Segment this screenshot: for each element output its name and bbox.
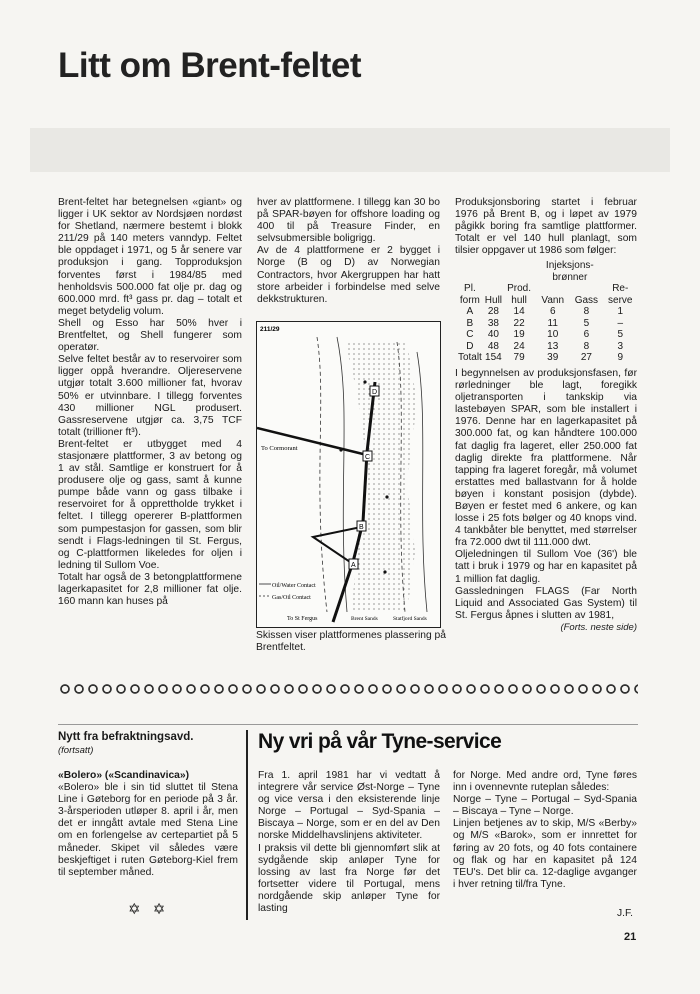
table-cell: – (617, 317, 624, 329)
table-row (455, 318, 637, 330)
paragraph: Oljeledningen til Sullom Voe (36') ble tatt i bruk i 1979 og har en kapasitet på 1 million fat daglig. (455, 549, 637, 585)
table-cell: 24 (513, 340, 525, 352)
table-cell: 5 (617, 329, 624, 341)
divider (58, 724, 638, 725)
table-cell: 13 (547, 340, 559, 352)
block-label: 211/29 (260, 326, 280, 333)
table-cell: 79 (513, 352, 525, 364)
paragraph: I begynnelsen av produksjonsfasen, før rørledninger ble lagt, foregikk oljetransporten i tankskip via lastebøyen SPAR, som ble installert i 1976. Denne har en lagerkapasitet på 300.000 fat, og kan håndtere 100.000 fat daglig fra lageret, eller 250.000 fat daglig direkte fra plattformene. Når tapping fra lageret foregår, må volumet erstattes med ballastvann for å holde bøyen i konstant posisjon (dybde). Bøyen er festet med 6 ankere, og kan losse i 25 fots bølger og 40 knops vind. 4 tankbåter ble benyttet, med størrelser fra 72.000 dwt til 111.000 dwt. (455, 367, 637, 549)
paragraph: for Norge. Med andre ord, Tyne føres inn i ovennevnte ruteplan således: (453, 770, 637, 794)
legend-oil-water: Oil/Water Contact (272, 583, 316, 589)
table-header: Pl. form (459, 283, 480, 306)
map-caption: Skissen viser plattformenes plassering på Brentfeltet. (256, 630, 447, 653)
paragraph: Shell og Esso har 50% hver i Brentfeltet, og Shell fungerer som operatør. (58, 317, 242, 354)
paragraph: Fra 1. april 1981 har vi vedtatt å integrere vår service Øst-Norge – Tyne og vice versa i den eksisterende linje Norge – Portugal – Syd-Spania – Biscaya – Norge, som er en del av Den norske Middelhavslinjens aktiviteter. (258, 770, 440, 842)
side-heading: Nytt fra befraktningsavd. (58, 731, 194, 743)
table-row (455, 306, 637, 318)
stars-ornament: ✡ ✡ (128, 901, 170, 918)
table-cell: 1 (617, 306, 624, 318)
side-bold-line: «Bolero» («Scandinavica») (58, 770, 190, 781)
table-cell: D (466, 340, 474, 352)
paragraph: Gassledningen FLAGS (Far North Liquid and Associated Gas System) til St. Fergus åpnes i slutten av 1981, (455, 585, 637, 621)
continued-note: (Forts. neste side) (560, 621, 637, 633)
table-cell: 38 (487, 317, 499, 329)
table-header-group: Injeksjons-brønner (545, 260, 594, 283)
to-st-fergus-label: To St Fergus (287, 616, 318, 622)
paragraph: hver av plattformene. I tillegg kan 30 bo på SPAR-bøyen for offshore loading og 400 til på Treasure Finder, en selvsubmersible boligrigg. (257, 197, 440, 245)
decorative-border (58, 682, 638, 696)
table-cell: 5 (583, 317, 590, 329)
section-heading: Ny vri på vår Tyne-service (258, 730, 502, 753)
side-subheading: (fortsatt) (58, 745, 94, 756)
table-cell: Totalt (457, 352, 482, 364)
table-cell: 154 (485, 352, 502, 364)
statfjord-sands-label: Statfjord Sands (393, 616, 427, 622)
map-drawing (257, 322, 440, 627)
legend-gas-oil: Gas/Oil Contact (272, 595, 311, 601)
table-cell: 11 (547, 317, 558, 329)
table-cell: 40 (487, 329, 499, 341)
platform-c-label: C (365, 454, 371, 461)
platform-d-label: D (372, 389, 378, 396)
article-column-1 (58, 197, 242, 608)
paragraph: Linjen betjenes av to skip, M/S «Berby» og M/S «Barok», som er innrettet for føring av 20 fots, og 40 fots containere og flak og har en kapasitet på 124 TEU's. Det blir ca. 12-daglige avganger i hver retning til/fra Tyne. (453, 818, 637, 890)
side-article (58, 770, 238, 879)
paragraph: Produksjonsboring startet i februar 1976 på Brent B, og i løpet av 1979 pågikk boring fra samtlige plattformer. Totalt er vel 140 hull planlagt, som tilsier oppgaver ut 1986 som følger: (455, 197, 637, 257)
table-cell: 10 (547, 329, 559, 341)
brent-field-map (256, 321, 441, 628)
signature: J.F. (617, 908, 634, 919)
table-cell: 19 (513, 329, 525, 341)
table-cell: C (466, 329, 474, 341)
table-header: Re-serve (608, 283, 633, 306)
paragraph: Totalt har også de 3 betongplattformene lagerkapasitet for 2,8 millioner fat olje. 160 mann kan huses på (58, 571, 242, 608)
field-area (345, 342, 417, 612)
table-cell: 14 (513, 306, 525, 318)
drilling-table (455, 260, 637, 364)
platform-a-label: A (351, 562, 356, 569)
table-header: Hull (484, 294, 503, 306)
article-column-3 (455, 197, 637, 634)
table-row (455, 341, 637, 353)
table-cell: 3 (617, 340, 624, 352)
tyne-column-2 (453, 770, 637, 891)
page-title: Litt om Brent-feltet (58, 46, 362, 85)
table-cell: 48 (487, 340, 499, 352)
article-column-2 (257, 197, 440, 306)
show-through-band (30, 128, 670, 172)
paragraph: «Bolero» ble i sin tid sluttet til Stena Line i Gøteborg for en periode på 3 år. 3-årsperioden utløper 8. april i år, men det er inngått avtale med Stena Line om en forlengelse av certepartiet på 5 måneder. Skipet vil således være beskjeftiget i ruten Gøteborg-Kiel frem til september måned. (58, 782, 238, 878)
column-rule (246, 730, 248, 920)
paragraph: Av de 4 plattformene er 2 bygget i Norge (B og D) av Norwegian Contractors, hvor Akergruppen har hatt store arbeider i forbindelse med selve dekkstrukturen. (257, 245, 440, 305)
table-cell: 8 (583, 340, 590, 352)
table-cell: B (466, 317, 474, 329)
table-header: Gass (574, 294, 599, 306)
table-cell: 39 (547, 352, 559, 364)
tyne-column-1 (258, 770, 440, 915)
table-header: Vann (541, 294, 565, 306)
brent-sands-label: Brent Sands (351, 616, 378, 622)
table-cell: 8 (583, 306, 590, 318)
table-cell: 22 (513, 317, 525, 329)
paragraph: Selve feltet består av to reservoirer som ligger oppå hverandre. Oljereservene utgjør totalt 3.600 millioner fat, hvorav 50% er utvinnbare. I tillegg forventes 430 millioner NGL produsert. Gassreservene utgjør ca. 3,75 TCF totalt (trillioner ft³). (58, 354, 242, 438)
paragraph: Brent-feltet har betegnelsen «giant» og ligger i UK sektor av Nordsjøen nordøst for Shetland, nærmere bestemt i blokk 211/29 på 140 meters vanndyp. Feltet ble oppdaget i 1971, og 5 år senere var produksjon i gang. Topproduksjon forventes først i 1984/85 med henholdsvis 500.000 fat olje pr. dag og 600.000 mrd. ft³ gass pr. dag – totalt et meget betydelig volum. (58, 197, 242, 317)
table-cell: A (466, 306, 474, 318)
table-cell: 6 (549, 306, 556, 318)
platform-b-label: B (359, 524, 364, 531)
table-cell: 6 (583, 329, 590, 341)
route-line: Norge – Tyne – Portugal – Syd-Spania – Biscaya – Tyne – Norge. (453, 794, 637, 818)
to-cormorant-label: To Cormorant (261, 445, 298, 452)
page-number: 21 (624, 931, 637, 943)
paragraph: I praksis vil dette bli gjennomført slik at sydgående skip anløper Tyne for lossing av last fra Norge før det fortsetter videre til Portugal, mens nordgående skip anløper Tyne for lasting (258, 842, 440, 915)
table-cell: 27 (580, 352, 592, 364)
table-header: Prod. hull (507, 283, 532, 306)
table-cell: 28 (487, 306, 499, 318)
paragraph: Brent-feltet er utbygget med 4 stasjonære plattformer, 3 av betong og 1 av stål. Samtlige er konstruert for å produsere olje og gass, samt å kunne pumpe både vann og gass tilbake i reservoiret for å opprettholde trykket i feltet. I tillegg opererer B-plattformen som pumpestasjon for gassen, som blir sendt i Flags-ledningen til St. Fergus, og C-plattformen likeledes for oljen i ledning til Sullom Voe. (58, 438, 242, 571)
table-cell: 9 (617, 352, 624, 364)
table-row (455, 329, 637, 341)
table-row (455, 352, 637, 364)
